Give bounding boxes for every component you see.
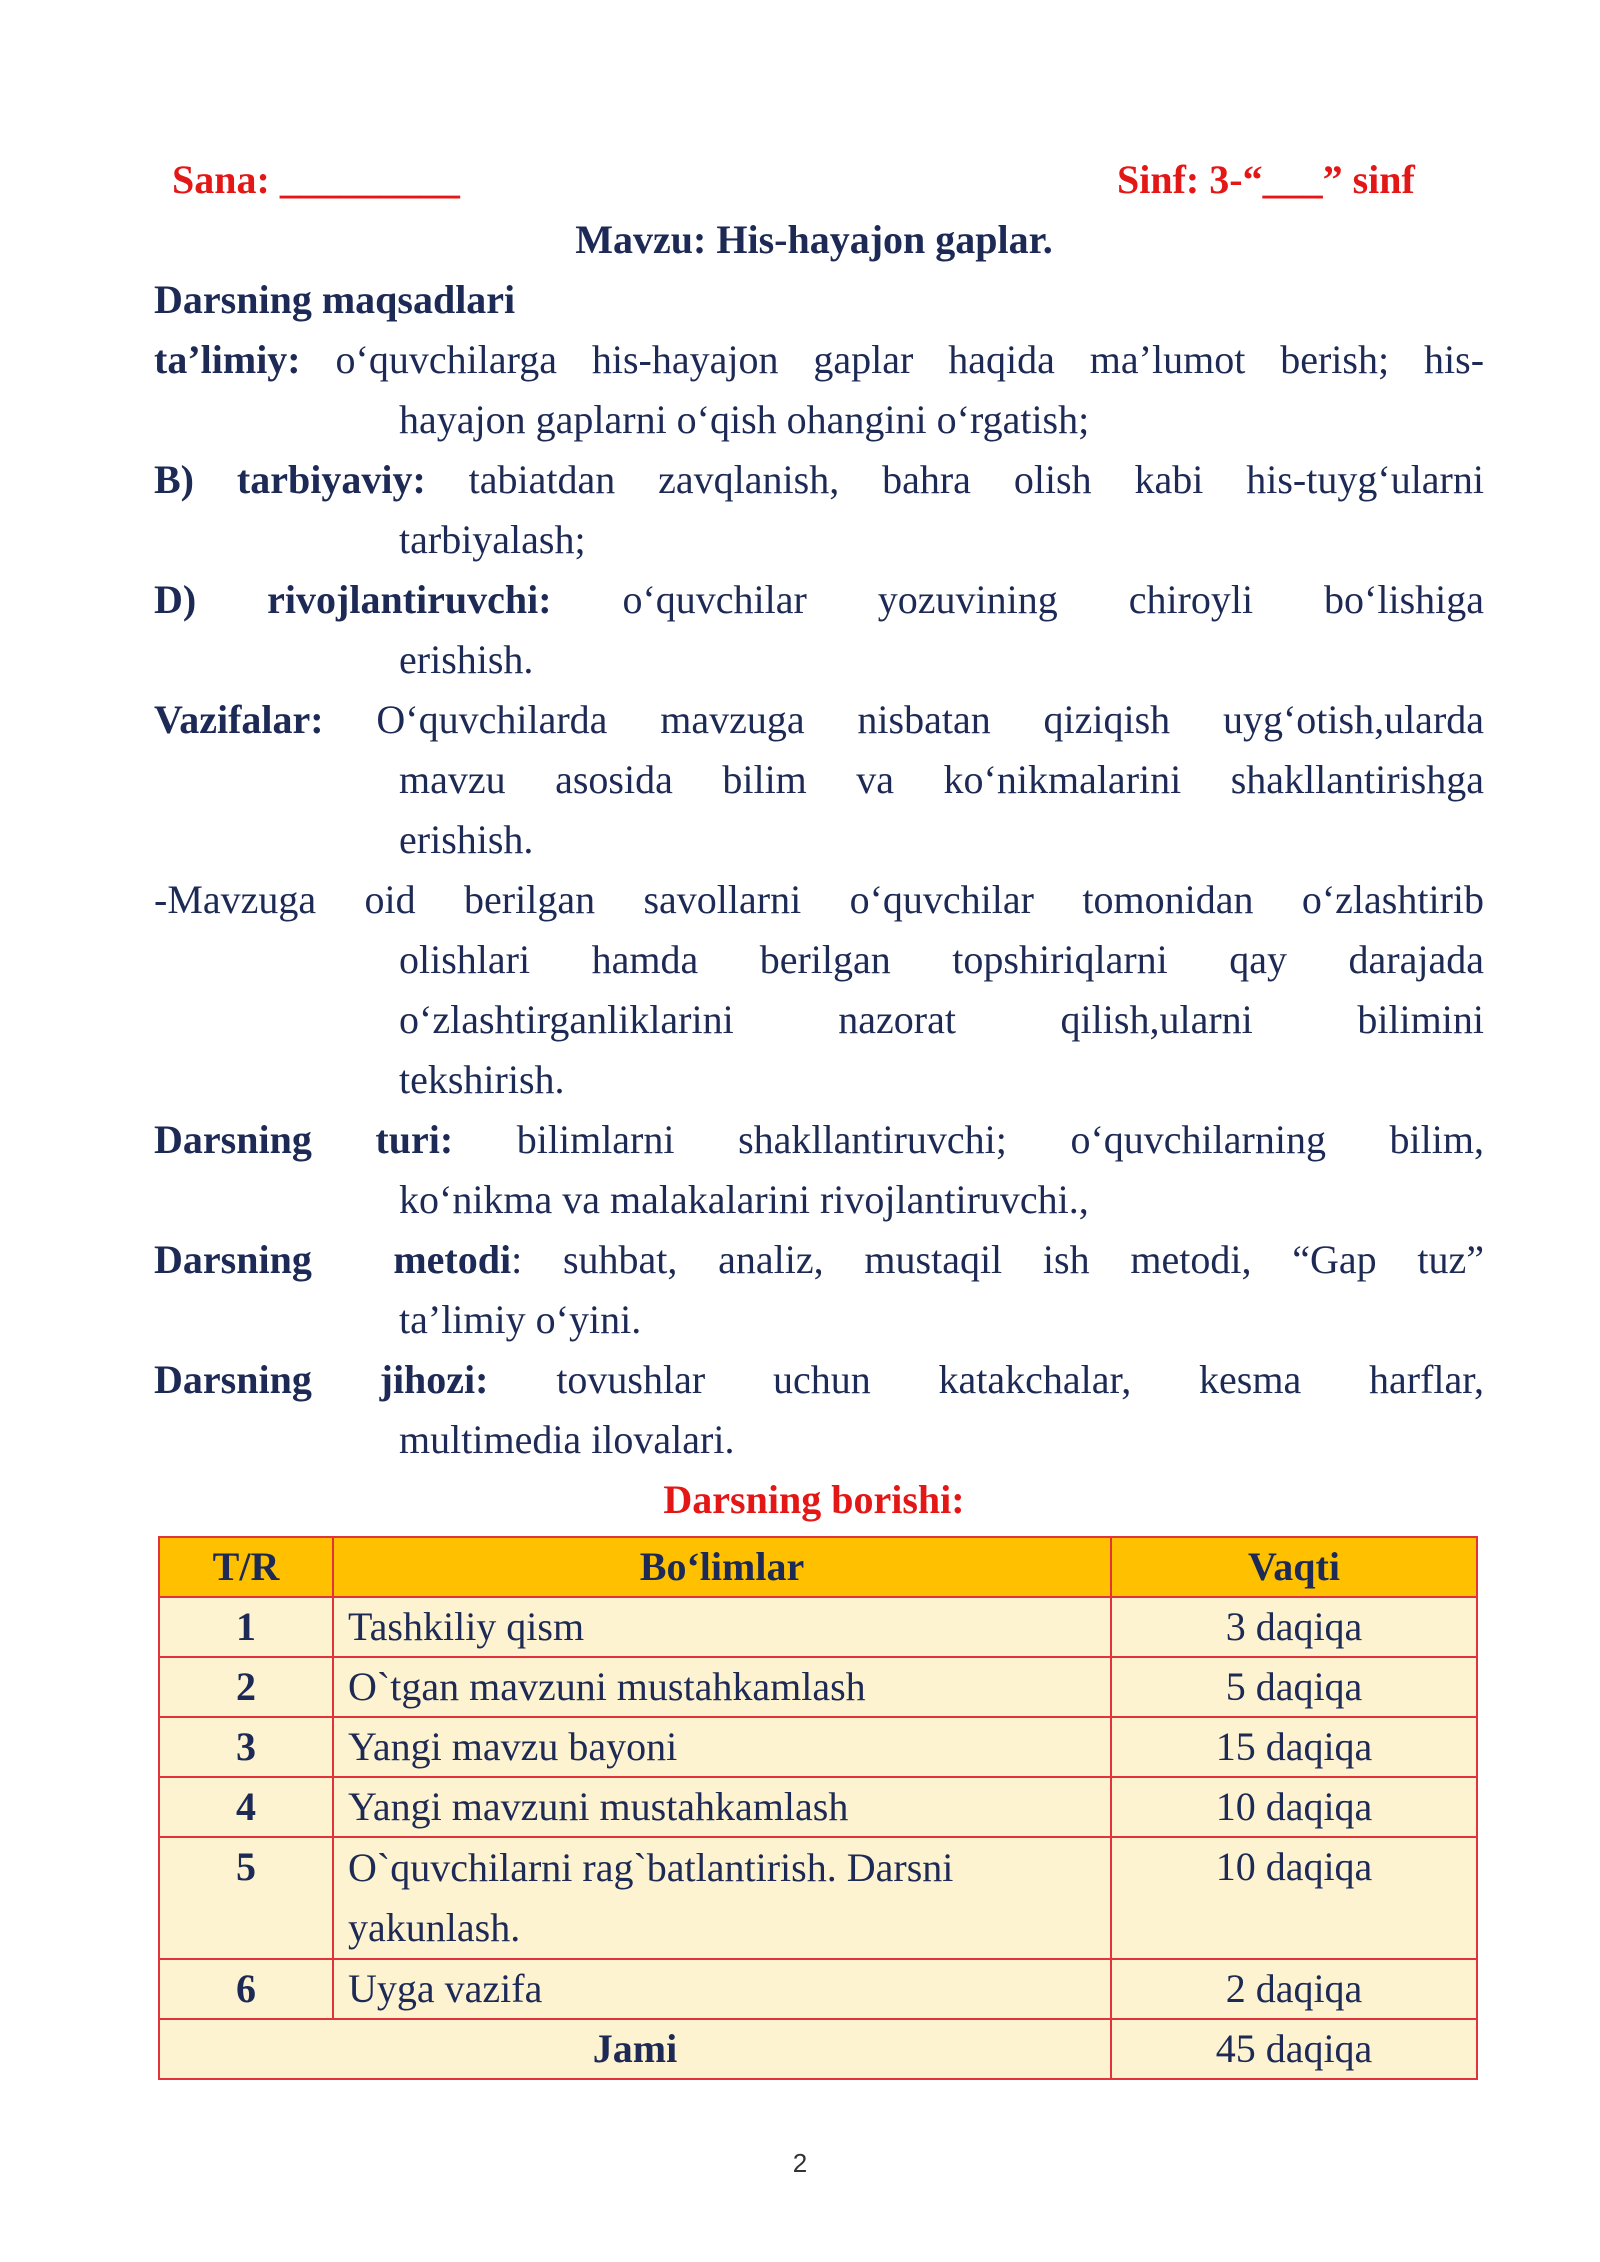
tasks-bullet-line3: o‘zlashtirganliklarini nazorat qilish,ularni bilimini bbox=[399, 997, 1484, 1042]
lesson-type-label: Darsning turi: bbox=[154, 1117, 454, 1162]
educational-objective-line1: ta’limiy: o‘quvchilarga his-hayajon gaplar haqida ma’lumot berish; his- bbox=[154, 337, 1485, 382]
lesson-equipment-line2: multimedia ilovalari. bbox=[399, 1417, 735, 1462]
upbringing-objective-line1: B) tarbiyaviy: tabiatdan zavqlanish, bahra olish kabi his-tuyg‘ularni bbox=[154, 457, 1484, 502]
lesson-equipment-label: Darsning jihozi: bbox=[154, 1357, 489, 1402]
tasks-label: Vazifalar: bbox=[154, 697, 324, 742]
row-section: Yangi mavzuni mustahkamlash bbox=[333, 1777, 1111, 1837]
row-section: O`tgan mavzuni mustahkamlash bbox=[333, 1657, 1111, 1717]
table-total-row bbox=[159, 2019, 1477, 2079]
total-time: 45 daqiqa bbox=[1111, 2019, 1477, 2079]
header-time: Vaqti bbox=[1111, 1537, 1477, 1597]
lesson-type-line2: ko‘nikma va malakalarini rivojlantiruvchi., bbox=[399, 1177, 1089, 1222]
total-label: Jami bbox=[159, 2019, 1111, 2079]
lesson-type-line1: Darsning turi: bilimlarni shakllantiruvchi; o‘quvchilarning bilim, bbox=[154, 1117, 1484, 1162]
row-time: 3 daqiqa bbox=[1111, 1597, 1477, 1657]
lesson-method-line2: ta’limiy o‘yini. bbox=[399, 1297, 642, 1342]
row-time: 15 daqiqa bbox=[1111, 1717, 1477, 1777]
upbringing-label: B) tarbiyaviy: bbox=[154, 457, 426, 502]
class-label: Sinf: 3-“___” sinf bbox=[1117, 157, 1415, 202]
lesson-method-line1: Darsning metodi: suhbat, analiz, mustaqil ish metodi, “Gap tuz” bbox=[154, 1237, 1484, 1282]
tasks-bullet-line4: tekshirish. bbox=[399, 1057, 565, 1102]
row-num: 2 bbox=[159, 1657, 333, 1717]
developmental-objective-line2: erishish. bbox=[399, 637, 534, 682]
topic-title: Mavzu: His-hayajon gaplar. bbox=[575, 217, 1053, 262]
row-section: Yangi mavzu bayoni bbox=[333, 1717, 1111, 1777]
header-num: T/R bbox=[159, 1537, 333, 1597]
row-num: 5 bbox=[159, 1837, 333, 1959]
table-row bbox=[159, 1837, 1477, 1959]
header-section: Bo‘limlar bbox=[333, 1537, 1111, 1597]
lesson-equipment-line1: Darsning jihozi: tovushlar uchun katakchalar, kesma harflar, bbox=[154, 1357, 1485, 1402]
lesson-method-label: Darsning metodi bbox=[154, 1237, 512, 1282]
row-num: 6 bbox=[159, 1959, 333, 2019]
date-label: Sana: _________ bbox=[172, 157, 460, 202]
educational-label: ta’limiy: bbox=[154, 337, 301, 382]
table-row bbox=[159, 1777, 1477, 1837]
tasks-bullet-line2: olishlari hamda berilgan topshiriqlarni qay darajada bbox=[399, 937, 1484, 982]
developmental-label: rivojlantiruvchi: bbox=[267, 577, 552, 622]
row-section: Tashkiliy qism bbox=[333, 1597, 1111, 1657]
row-time: 10 daqiqa bbox=[1111, 1777, 1477, 1837]
objectives-heading: Darsning maqsadlari bbox=[154, 277, 516, 322]
row-num: 1 bbox=[159, 1597, 333, 1657]
tasks-line2: mavzu asosida bilim va ko‘nikmalarini shakllantirishga bbox=[399, 757, 1484, 802]
developmental-objective-line1: D) rivojlantiruvchi: o‘quvchilar yozuvining chiroyli bo‘lishiga bbox=[154, 577, 1485, 622]
row-time: 5 daqiqa bbox=[1111, 1657, 1477, 1717]
row-time: 2 daqiqa bbox=[1111, 1959, 1477, 2019]
page-number: 2 bbox=[792, 2148, 808, 2178]
table-row bbox=[159, 1597, 1477, 1657]
plan-title: Darsning borishi: bbox=[663, 1477, 965, 1522]
tasks-line3: erishish. bbox=[399, 817, 534, 862]
tasks-bullet-line1: -Mavzuga oid berilgan savollarni o‘quvchilar tomonidan o‘zlashtirib bbox=[154, 877, 1484, 922]
table-row bbox=[159, 1959, 1477, 2019]
row-time: 10 daqiqa bbox=[1111, 1837, 1477, 1959]
row-section: Uyga vazifa bbox=[333, 1959, 1111, 2019]
table-row bbox=[159, 1657, 1477, 1717]
row-num: 3 bbox=[159, 1717, 333, 1777]
educational-objective-line2: hayajon gaplarni o‘qish ohangini o‘rgatish; bbox=[399, 397, 1090, 442]
table-header-row bbox=[159, 1537, 1477, 1597]
tasks-line1: Vazifalar: O‘quvchilarda mavzuga nisbatan qiziqish uyg‘otish,ularda bbox=[154, 697, 1485, 742]
lesson-plan-table bbox=[158, 1536, 1478, 2080]
row-num: 4 bbox=[159, 1777, 333, 1837]
upbringing-objective-line2: tarbiyalash; bbox=[399, 517, 586, 562]
table-row bbox=[159, 1717, 1477, 1777]
row-section: O`quvchilarni rag`batlantirish. Darsni yakunlash. bbox=[333, 1837, 1111, 1959]
